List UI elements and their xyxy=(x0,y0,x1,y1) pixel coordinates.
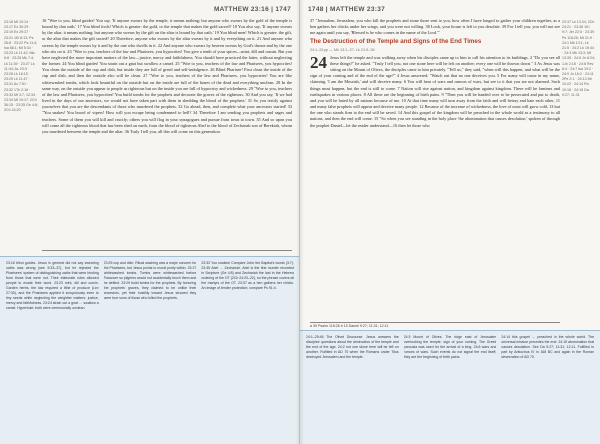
study-notes-left xyxy=(0,256,300,444)
study-note-column: 23:16 blind guides. Jesus in general did not say swearing oaths was wrong (see 5:33–37), but he rejected the Pharisees' system of distinguishing oaths that were binding from those that were not. Their elaborate rules allowed people to evade their word. 23:23 mint, dill and cumin. Garden herbs; the law required a tithe of produce (Lev 27:30), and the Pharisees applied it scrupulously even to tiny seeds while neglecting the weightier matters: justice, mercy and faithfulness. 23:24 strain out a gnat … swallow a camel. Hyperbole; both were ceremonially unclean. xyxy=(6,261,99,310)
chapter-number: 24 xyxy=(310,52,327,72)
right-page xyxy=(300,0,600,444)
scripture-text-right xyxy=(310,18,560,129)
footnote-divider xyxy=(310,322,560,323)
study-notes-right xyxy=(300,330,600,444)
scripture-paragraph: 37 "Jerusalem, Jerusalem, you who kill the prophets and stone those sent to you, how often I have longed to gather your children together, as a hen gathers her chicks under her wings, and you were not willing. 38 Look, your house is left to you desolate. 39 For I tell you, you will not see me again until you say, 'Blessed is he who comes in the name of the Lord.'" xyxy=(310,18,560,36)
parallel-passages: 24:1–51pp — Mk 13:1–37; Lk 21:5–36 xyxy=(310,47,375,52)
study-note-column: 24:1–25:46 The Olivet Discourse. Jesus answers the disciples' questions about the destruction of the temple and the end of the age. 24:2 not one stone here will be left on another. Fulfilled in AD 70 when the Romans under Titus destroyed Jerusalem and the temple. xyxy=(306,335,399,359)
footnote-divider xyxy=(42,250,292,251)
scripture-paragraph: 16 "Woe to you, blind guides! You say, 'If anyone swears by the temple, it means nothing; but anyone who swears by the gold of the temple is bound by that oath.' 17 You blind fools! Which is greater: the gold, or the temple that makes the gold sacred? 18 You also say, 'If anyone swears by the altar, it means nothing; but anyone who swears by the gift on the altar is bound by that oath.' 19 You blind men! Which is greater: the gift, or the altar that makes the gift sacred? 20 Therefore, anyone who swears by the altar swears by it and by everything on it. 21 And anyone who swears by the temple swears by it and by the one who dwells in it. 22 And anyone who swears by heaven swears by God's throne and by the one who sits on it. 23 "Woe to you, teachers of the law and Pharisees, you hypocrites! You give a tenth of your spices—mint, dill and cumin. But you have neglected the more important matters of the law—justice, mercy and faithfulness. You should have practiced the latter, without neglecting the former. 24 You blind guides! You strain out a gnat but swallow a camel. 25 "Woe to you, teachers of the law and Pharisees, you hypocrites! You clean the outside of the cup and dish, but inside they are full of greed and self-indulgence. 26 Blind Pharisee! First clean the inside of the cup and dish, and then the outside also will be clean. 27 "Woe to you, teachers of the law and Pharisees, you hypocrites! You are like whitewashed tombs, which look beautiful on the outside but on the inside are full of the bones of the dead and everything unclean. 28 In the same way, on the outside you appear to people as righteous but on the inside you are full of hypocrisy and wickedness. 29 "Woe to you, teachers of the law and Pharisees, you hypocrites! You build tombs for the prophets and decorate the graves of the righteous. 30 And you say, 'If we had lived in the days of our ancestors, we would not have taken part with them in shedding the blood of the prophets.' 31 So you testify against yourselves that you are the descendants of those who murdered the prophets. 32 Go ahead, then, and complete what your ancestors started! 33 "You snakes! You brood of vipers! How will you escape being condemned to hell? 34 Therefore I am sending you prophets and sages and teachers. Some of them you will kill and crucify; others you will flog in your synagogues and pursue from town to town. 35 And so upon you will come all the righteous blood that has been shed on earth, from the blood of righteous Abel to the blood of Zechariah son of Berekiah, whom you murdered between the temple and the altar. 36 Truly I tell you, all this will come on this generation. xyxy=(42,18,292,134)
running-head-left: MATTHEW 23:16 | 1747 xyxy=(213,6,291,13)
scripture-paragraph: Jesus left the temple and was walking away when his disciples came up to him to call his attention to its buildings. 2 "Do you see all these things?" he asked. "Truly I tell you, not one stone here will be left on another; every one will be thrown down." 3 As Jesus was sitting on the Mount of Olives, the disciples came to him privately. "Tell us," they said, "when will this happen, and what will be the sign of your coming and of the end of the age?" 4 Jesus answered: "Watch out that no one deceives you. 5 For many will come in my name, claiming, 'I am the Messiah,' and will deceive many. 6 You will hear of wars and rumors of wars, but see to it that you are not alarmed. Such things must happen, but the end is still to come. 7 Nation will rise against nation, and kingdom against kingdom. There will be famines and earthquakes in various places. 8 All these are the beginning of birth pains. 9 "Then you will be handed over to be persecuted and put to death, and you will be hated by all nations because of me. 10 At that time many will turn away from the faith and will betray and hate each other, 11 and many false prophets will appear and deceive many people. 12 Because of the increase of wickedness, the love of most will grow cold, 13 but the one who stands firm to the end will be saved. 14 And this gospel of the kingdom will be preached in the whole world as a testimony to all nations, and then the end will come. 15 "So when you see standing in the holy place 'the abomination that causes desolation,' spoken of through the prophet Daniel—let the reader understand—16 then let those who xyxy=(310,54,560,128)
footnote-text: a 39 Psalm 118:26 b 15 Daniel 9:27; 11:31; 12:11 xyxy=(310,324,389,328)
cross-references-left: 23:16 Mt 15:14 · 23:17 Ex 30:29 · 23:19 Ex 29:37 · 23:21 1Ki 8:13; Ps 26:8 · 23:22 Ps 11:4; Isa 66:1; Mt 5:34 · 23:23 Lk 11:42; Mic 6:8 · 23:25 Mk 7:4; Lk 11:39 · 23:27 Lk 11:44; Ac 23:3 · 23:28 Lk 16:15 · 23:29 Lk 11:47 · 23:31 Ac 7:51 · 23:32 1Th 2:16 · 23:33 Mt 3:7; 12:34 · 23:34 Mt 10:17; 2Ch 36:15 · 23:35 Ge 4:8; 2Ch 24:20 xyxy=(4,20,38,113)
cross-references-right: 23:37 Lk 13:34; 2Ch 24:21 · 23:38 1Ki 9:7; Jer 22:5 · 23:39 Ps 118:26; Mt 21:9 · 24:1 Mk 13:1; Lk 21:5 · 24:2 Lk 19:44 · 24:3 Mk 13:3; Mt 13:39 · 24:5 Jn 8:24; 1Jn 2:18 · 24:6 Rev 6:4 · 24:7 Isa 19:2 · 24:9 Jn 16:2 · 24:11 2Pe 2:1 · 24:13 Mt 10:22 · 24:14 Ro 10:18 · 24:15 Da 9:27; 11:31 xyxy=(562,20,595,97)
study-note-column: 24:14 this gospel … preached in the whole world. The universal mission precedes the end. 24:15 abomination that causes desolation. See Da 9:27; 11:31; 12:11. Fulfilled in part by Antiochus IV in 168 BC and again in the Roman desecration of AD 70. xyxy=(501,335,595,359)
section-heading: The Destruction of the Temple and Signs of the End Times xyxy=(310,38,482,46)
running-head-right: 1748 | MATTHEW 23:37 xyxy=(308,6,386,13)
study-note-column: 23:25 cup and dish. Ritual washing was a major concern for the Pharisees, but Jesus points to moral purity within. 23:27 whitewashed tombs. Tombs were whitewashed before Passover so pilgrims would not accidentally touch them and be defiled. 23:29 build tombs for the prophets. By honoring the prophets' graves, they claimed to be unlike their ancestors, yet their hostility toward Jesus showed they were true sons of those who killed the prophets. xyxy=(103,261,197,300)
study-note-column: 24:3 Mount of Olives. The ridge east of Jerusalem overlooking the temple. sign of your coming. The Greek parousia was used for the arrival of a king. 24:6 wars and rumors of wars. Such events do not signal the end itself; they are the beginning of birth pains. xyxy=(403,335,497,359)
study-note-column: 23:33 You snakes! Compare John the Baptist's words (3:7). 23:35 Abel … Zechariah. Abel is the first murder recorded in Scripture (Ge 4:8) and Zechariah the last in the Hebrew ordering of the OT (2Ch 24:20–22), so the phrase covers all the martyrs of the OT. 23:37 as a hen gathers her chicks. An image of tender protection; compare Ps 91:4. xyxy=(201,261,295,290)
scripture-text-left xyxy=(42,18,292,135)
